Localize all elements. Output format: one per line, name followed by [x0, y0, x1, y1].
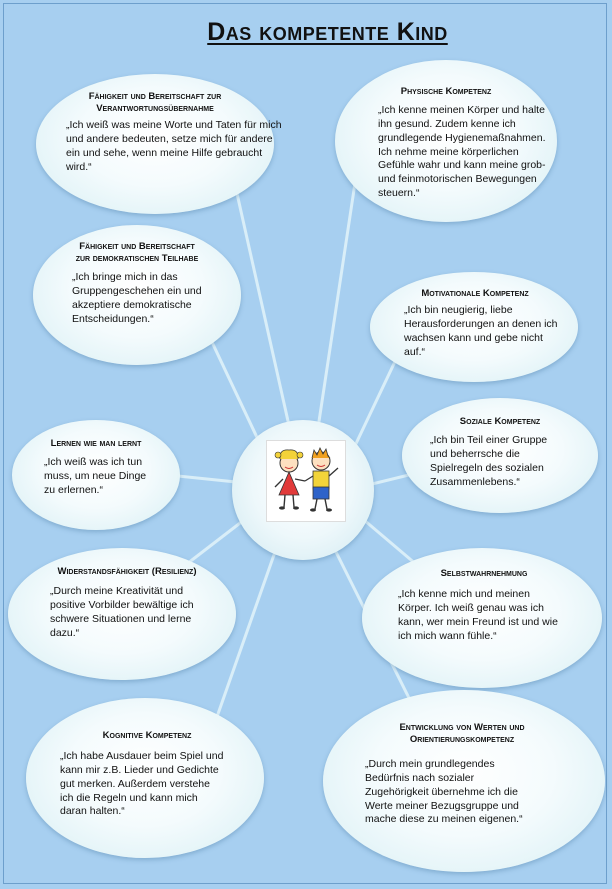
heading-selbstwahrnehmung: Selbstwahrnehmung: [440, 568, 528, 579]
heading-motivationale-kompetenz: Motivationale Kompetenz: [421, 288, 529, 299]
text-verantwortungsuebernahme: „Ich weiß was meine Worte und Taten für mich und andere bedeuten, setze mich für andere ein und sehe, wenn meine Hilfe gebraucht wird.“: [66, 119, 282, 173]
children-illustration: [266, 440, 346, 522]
text-kognitive-kompetenz: „Ich habe Ausdauer beim Spiel und kann mir z.B. Lieder und Gedichte gut merken. Außerdem verstehe ich die Regeln und kann mich daran halten.“: [60, 750, 224, 818]
heading-physische-kompetenz: Physische Kompetenz: [400, 86, 492, 97]
text-motivationale-kompetenz: „Ich bin neugierig, liebe Herausforderungen an denen ich wachsen kann und gebe nicht auf.“: [404, 304, 558, 358]
text-resilienz: „Durch meine Kreativität und positive Vorbilder bewältige ich schwere Situationen und lerne dazu.“: [50, 585, 194, 639]
page-title: Das kompetente Kind: [207, 18, 448, 46]
heading-resilienz: Widerstandsfähigkeit (Resilienz): [57, 566, 197, 577]
text-physische-kompetenz: „Ich kenne meinen Körper und halte ihn gesund. Zudem kenne ich grundlegende Hygienemaßnahmen. Ich nehme meine körperlichen Gefühle wahr und kann meine grob- und feinmotorischen Bewegungen steuern.“: [378, 104, 546, 200]
heading-lernen-wie-man-lernt: Lernen wie man lernt: [50, 438, 142, 449]
heading-kognitive-kompetenz: Kognitive Kompetenz: [102, 730, 192, 741]
text-soziale-kompetenz: „Ich bin Teil einer Gruppe und beherrsche die Spielregeln des sozialen Zusammenlebens.“: [430, 434, 548, 488]
heading-werte-orientierung: Entwicklung von Werten und Orientierungskompetenz: [399, 722, 525, 745]
heading-soziale-kompetenz: Soziale Kompetenz: [459, 416, 541, 427]
text-werte-orientierung: „Durch mein grundlegendes Bedürfnis nach sozialer Zugehörigkeit übernehme ich die Werte meiner Bezugsgruppe und mache diese zu meinen eigenen.“: [365, 758, 523, 826]
children-holding-hands-icon: [267, 441, 345, 521]
text-lernen-wie-man-lernt: „Ich weiß was ich tun muss, um neue Dinge zu erlernen.“: [44, 456, 147, 496]
heading-demokratische-teilhabe: Fähigkeit und Bereitschaft zur demokratischen Teilhabe: [75, 241, 199, 264]
text-demokratische-teilhabe: „Ich bringe mich in das Gruppengeschehen ein und akzeptiere demokratische Entscheidungen.“: [72, 271, 202, 325]
heading-verantwortungsuebernahme: Fähigkeit und Bereitschaft zur Verantwortungsübernahme: [88, 91, 222, 114]
text-selbstwahrnehmung: „Ich kenne mich und meinen Körper. Ich weiß genau was ich kann, wer mein Freund ist und wie ich mich wann fühle.“: [398, 588, 558, 642]
